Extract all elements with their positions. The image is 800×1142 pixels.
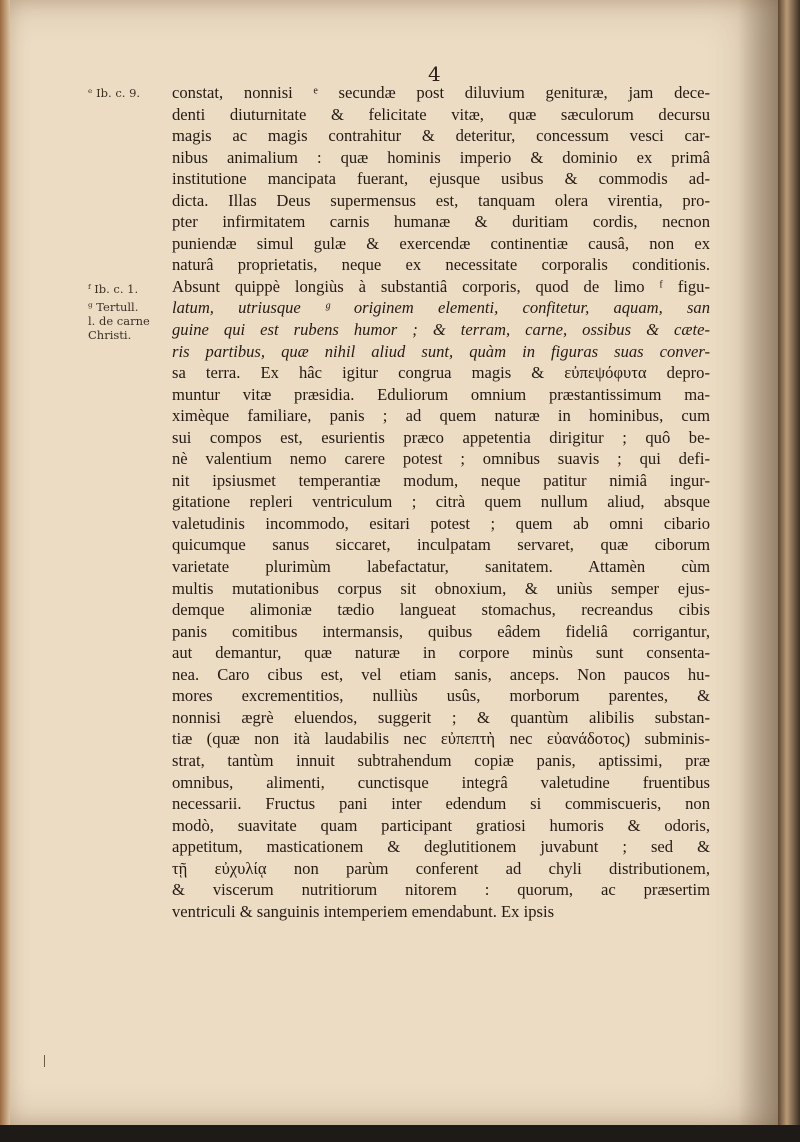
text-line: sa terra. Ex hâc igitur congrua magis & εὐπεψόφυτα depro- [172, 363, 710, 383]
text-line: mores excrementitios, nulliùs usûs, morborum parentes, & [172, 686, 710, 706]
text-line: panis comitibus intermansis, quibus eâdem fideliâ corrigantur, [172, 621, 710, 641]
text-line: modò, suavitate quam participant gratiosi humoris & odoris, [172, 815, 710, 835]
adjacent-page-edge [778, 0, 800, 1142]
margin-note: ᵍ Tertull. [88, 300, 139, 314]
gutter-shadow [738, 0, 778, 1125]
text-line: necessarii. Fructus pani inter edendum si commiscueris, non [172, 794, 710, 814]
margin-note: l. de carne [88, 314, 150, 328]
text-line: tiæ (quæ non ità laudabilis nec εὐπεπτὴ nec εὐανάδοτος) subminis- [172, 729, 710, 749]
margin-note: Christi. [88, 328, 132, 342]
text-line-italic: latum, utriusque ᵍ originem elementi, confitetur, aquam, san [172, 298, 710, 318]
text-line: naturâ proprietatis, neque ex necessitate corporalis conditionis. [172, 255, 710, 275]
body-text [172, 82, 710, 922]
margin-note: ᶠ Ib. c. 1. [88, 282, 139, 296]
margin-note: ᵉ Ib. c. 9. [88, 86, 141, 100]
text-line: omnibus, alimenti, cunctisque integrâ valetudine fruentibus [172, 772, 710, 792]
page-speck [44, 1055, 45, 1067]
text-line: institutione mancipata fuerant, ejusque usibus & commodis ad- [172, 169, 710, 189]
text-line: valetudinis incommodo, esitari potest ; quem ab omni cibario [172, 513, 710, 533]
text-line-italic: guine qui est rubens humor ; & terram, carne, ossibus & cæte- [172, 320, 710, 340]
text-line: nè valentium nemo carere potest ; omnibus suavis ; qui defi- [172, 449, 710, 469]
text-line: nonnisi ægrè eluendos, suggerit ; & quantùm alibilis substan- [172, 707, 710, 727]
text-line: nibus animalium : quæ hominis imperio & dominio ex primâ [172, 147, 710, 167]
text-line: constat, nonnisi ᵉ secundæ post diluvium genituræ, jam dece- [172, 83, 710, 102]
text-line: strat, tantùm innuit subtrahendum copiæ panis, aptissimi, præ [172, 750, 710, 770]
text-line: varietate plurimùm labefactatur, sanitatem. Attamèn cùm [172, 557, 710, 577]
scan-bottom-border [0, 1125, 800, 1142]
text-line: gitatione repleri ventriculum ; citrà quem nullum aliud, absque [172, 492, 710, 512]
text-line: magis ac magis contrahitur & deteritur, concessum vesci car- [172, 126, 710, 146]
text-line: nea. Caro cibus est, vel etiam sanis, anceps. Non paucos hu- [172, 664, 710, 684]
text-line: quicumque sanus siccaret, inculpatam servaret, quæ ciborum [172, 535, 710, 555]
text-line: multis mutationibus corpus sit obnoxium, & uniùs semper ejus- [172, 578, 710, 598]
text-line: Absunt quippè longiùs à substantiâ corporis, quod de limo ᶠ figu- [172, 276, 710, 296]
text-line: demque alimoniæ tædio langueat stomachus, recreandus cibis [172, 600, 710, 620]
text-line: puniendæ simul gulæ & exercendæ continentiæ causâ, non ex [172, 233, 710, 253]
text-line: aut demantur, quæ naturæ in corpore minùs sunt consenta- [172, 643, 710, 663]
text-line: denti diuturnitate & felicitate vitæ, quæ sæculorum decursu [172, 104, 710, 124]
page-left-edge [0, 0, 10, 1125]
text-line: nit ipsiusmet temperantiæ modum, neque patitur nimiâ ingur- [172, 470, 710, 490]
text-line: dicta. Illas Deus supermensus est, tanquam olera virentia, pro- [172, 190, 710, 210]
text-line: ventriculi & sanguinis intemperiem emendabunt. Ex ipsis [172, 901, 555, 921]
text-line: & viscerum nutritiorum nitorem : quorum, ac præsertim [172, 880, 710, 900]
text-line: ximèque familiare, panis ; ad quem naturæ in hominibus, cum [172, 406, 710, 426]
text-line: sui compos est, esurientis præco appetentia dirigitur ; quô be- [172, 427, 710, 447]
text-line: muntur vitæ præsidia. Eduliorum omnium præstantissimum ma- [172, 384, 710, 404]
text-line-italic: ris partibus, quæ nihil aliud sunt, quàm in figuras suas conver- [172, 341, 710, 361]
page-number: 4 [428, 62, 441, 86]
text-line: τῇ εὐχυλίᾳ non parùm conferent ad chyli distributionem, [172, 858, 710, 878]
text-line: pter infirmitatem carnis humanæ & duritiam cordis, necnon [172, 212, 710, 232]
text-line: appetitum, masticationem & deglutitionem juvabunt ; sed & [172, 837, 710, 857]
